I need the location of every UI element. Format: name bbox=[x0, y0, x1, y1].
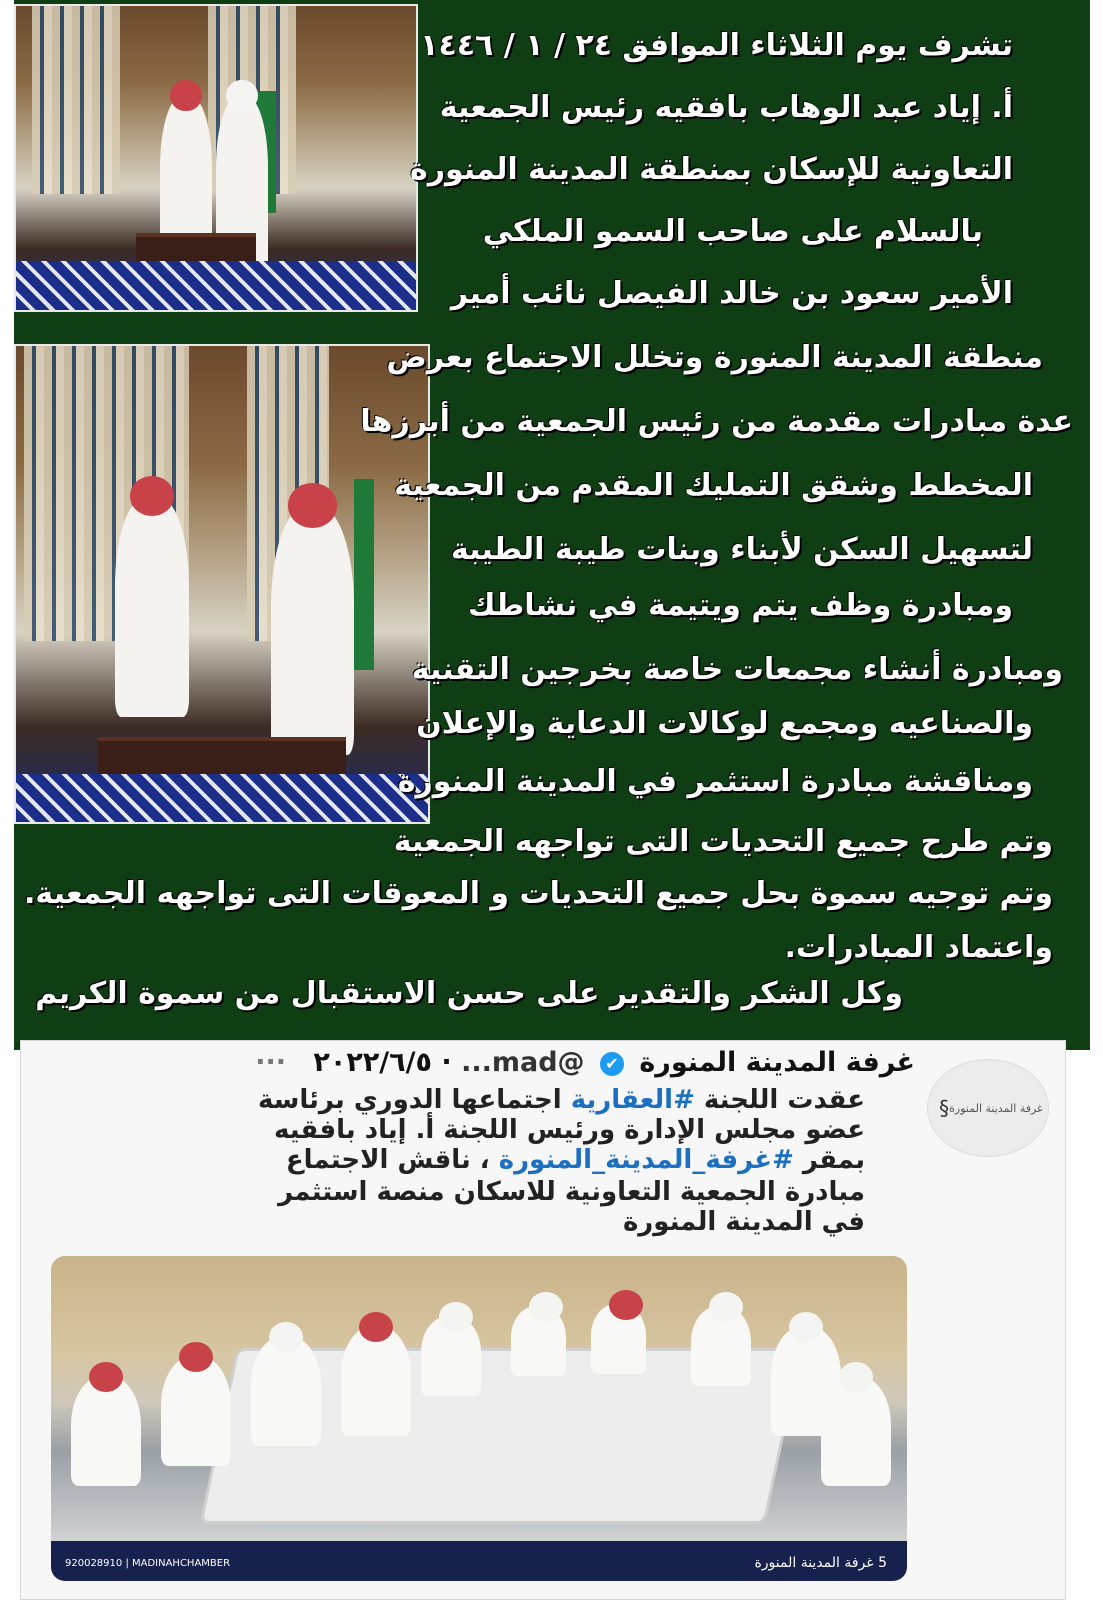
announcement-line: والصناعيه ومجمع لوكالات الدعاية والإعلان bbox=[416, 706, 1033, 741]
announcement-line: وكل الشكر والتقدير على حسن الاستقبال من سموة الكريم bbox=[35, 976, 903, 1011]
announcement-line: تشرف يوم الثلاثاء الموافق ٢٤ / ١ / ١٤٤٦ bbox=[420, 28, 1013, 63]
announcement-line: ومبادرة وظف يتم ويتيمة في نشاطك bbox=[468, 588, 1013, 623]
tweet-text: بمقر bbox=[793, 1145, 865, 1175]
meeting-photo[interactable] bbox=[51, 1256, 907, 1581]
announcement-line: وتم توجيه سموة بحل جميع التحديات و المعوقات التى تواجهه الجمعية. bbox=[24, 876, 1053, 911]
chamber-logo-icon: § bbox=[939, 1096, 950, 1120]
hashtag-link[interactable]: #العقارية bbox=[570, 1085, 695, 1115]
more-options-icon[interactable]: ··· bbox=[255, 1047, 286, 1078]
announcement-line: ومبادرة أنشاء مجمعات خاصة بخرجين التقنية bbox=[411, 652, 1063, 687]
announcement-line: عدة مبادرات مقدمة من رئيس الجمعية من أبرزها bbox=[360, 404, 1073, 439]
announcement-line: منطقة المدينة المنورة وتخلل الاجتماع بعرض bbox=[386, 340, 1043, 375]
tweet-header bbox=[255, 1047, 915, 1078]
tweet-text: ، ناقش الاجتماع bbox=[285, 1145, 499, 1175]
reception-photo-1 bbox=[14, 4, 418, 312]
announcement-line: واعتماد المبادرات. bbox=[784, 930, 1053, 965]
embedded-tweet bbox=[20, 1040, 1066, 1600]
announcement-line: التعاونية للإسكان بمنطقة المدينة المنورة bbox=[409, 152, 1013, 187]
tweet-account-name[interactable]: غرفة المدينة المنورة bbox=[639, 1047, 915, 1078]
tweet-text: اجتماعها الدوري برئاسة bbox=[258, 1085, 571, 1115]
chamber-logo-avatar[interactable] bbox=[927, 1059, 1049, 1157]
announcement-line: لتسهيل السكن لأبناء وبنات طيبة الطيبة bbox=[450, 532, 1033, 567]
tweet-line bbox=[286, 1145, 865, 1175]
announcement-line: ومناقشة مبادرة استثمر في المدينة المنورة bbox=[397, 764, 1033, 799]
tweet-separator: · bbox=[441, 1047, 452, 1078]
chamber-logo-text: غرفة المدينة المنورة bbox=[949, 1101, 1043, 1115]
tweet-line bbox=[258, 1085, 865, 1115]
tweet-line: مبادرة الجمعية التعاونية للاسكان منصة استثمر bbox=[278, 1177, 865, 1207]
tweet-handle[interactable]: @mad... bbox=[461, 1047, 585, 1078]
announcement-line: أ. إياد عبد الوهاب بافقيه رئيس الجمعية bbox=[439, 90, 1013, 125]
announcement-line: بالسلام على صاحب السمو الملكي bbox=[482, 214, 983, 249]
tweet-line: عضو مجلس الإدارة ورئيس اللجنة أ. إياد بافقيه bbox=[274, 1115, 865, 1145]
verified-badge-icon: ✔ bbox=[600, 1052, 624, 1076]
tweet-text: عقدت اللجنة bbox=[694, 1085, 865, 1115]
announcement-line: الأمير سعود بن خالد الفيصل نائب أمير bbox=[450, 276, 1013, 311]
photo-footer-logo: 5 غرفة المدينة المنورة bbox=[754, 1555, 887, 1571]
announcement-line: وتم طرح جميع التحديات التى تواجهه الجمعية bbox=[393, 824, 1053, 859]
tweet-line: في المدينة المنورة bbox=[622, 1207, 865, 1237]
photo-footer-text: 920028910 | MADINAHCHAMBER bbox=[65, 1558, 231, 1569]
hashtag-link[interactable]: #غرفة_المدينة_المنورة bbox=[498, 1145, 794, 1175]
tweet-date[interactable]: ٢٠٢٢/٦/٥ bbox=[313, 1047, 432, 1078]
announcement-line: المخطط وشقق التمليك المقدم من الجمعية bbox=[394, 468, 1033, 503]
